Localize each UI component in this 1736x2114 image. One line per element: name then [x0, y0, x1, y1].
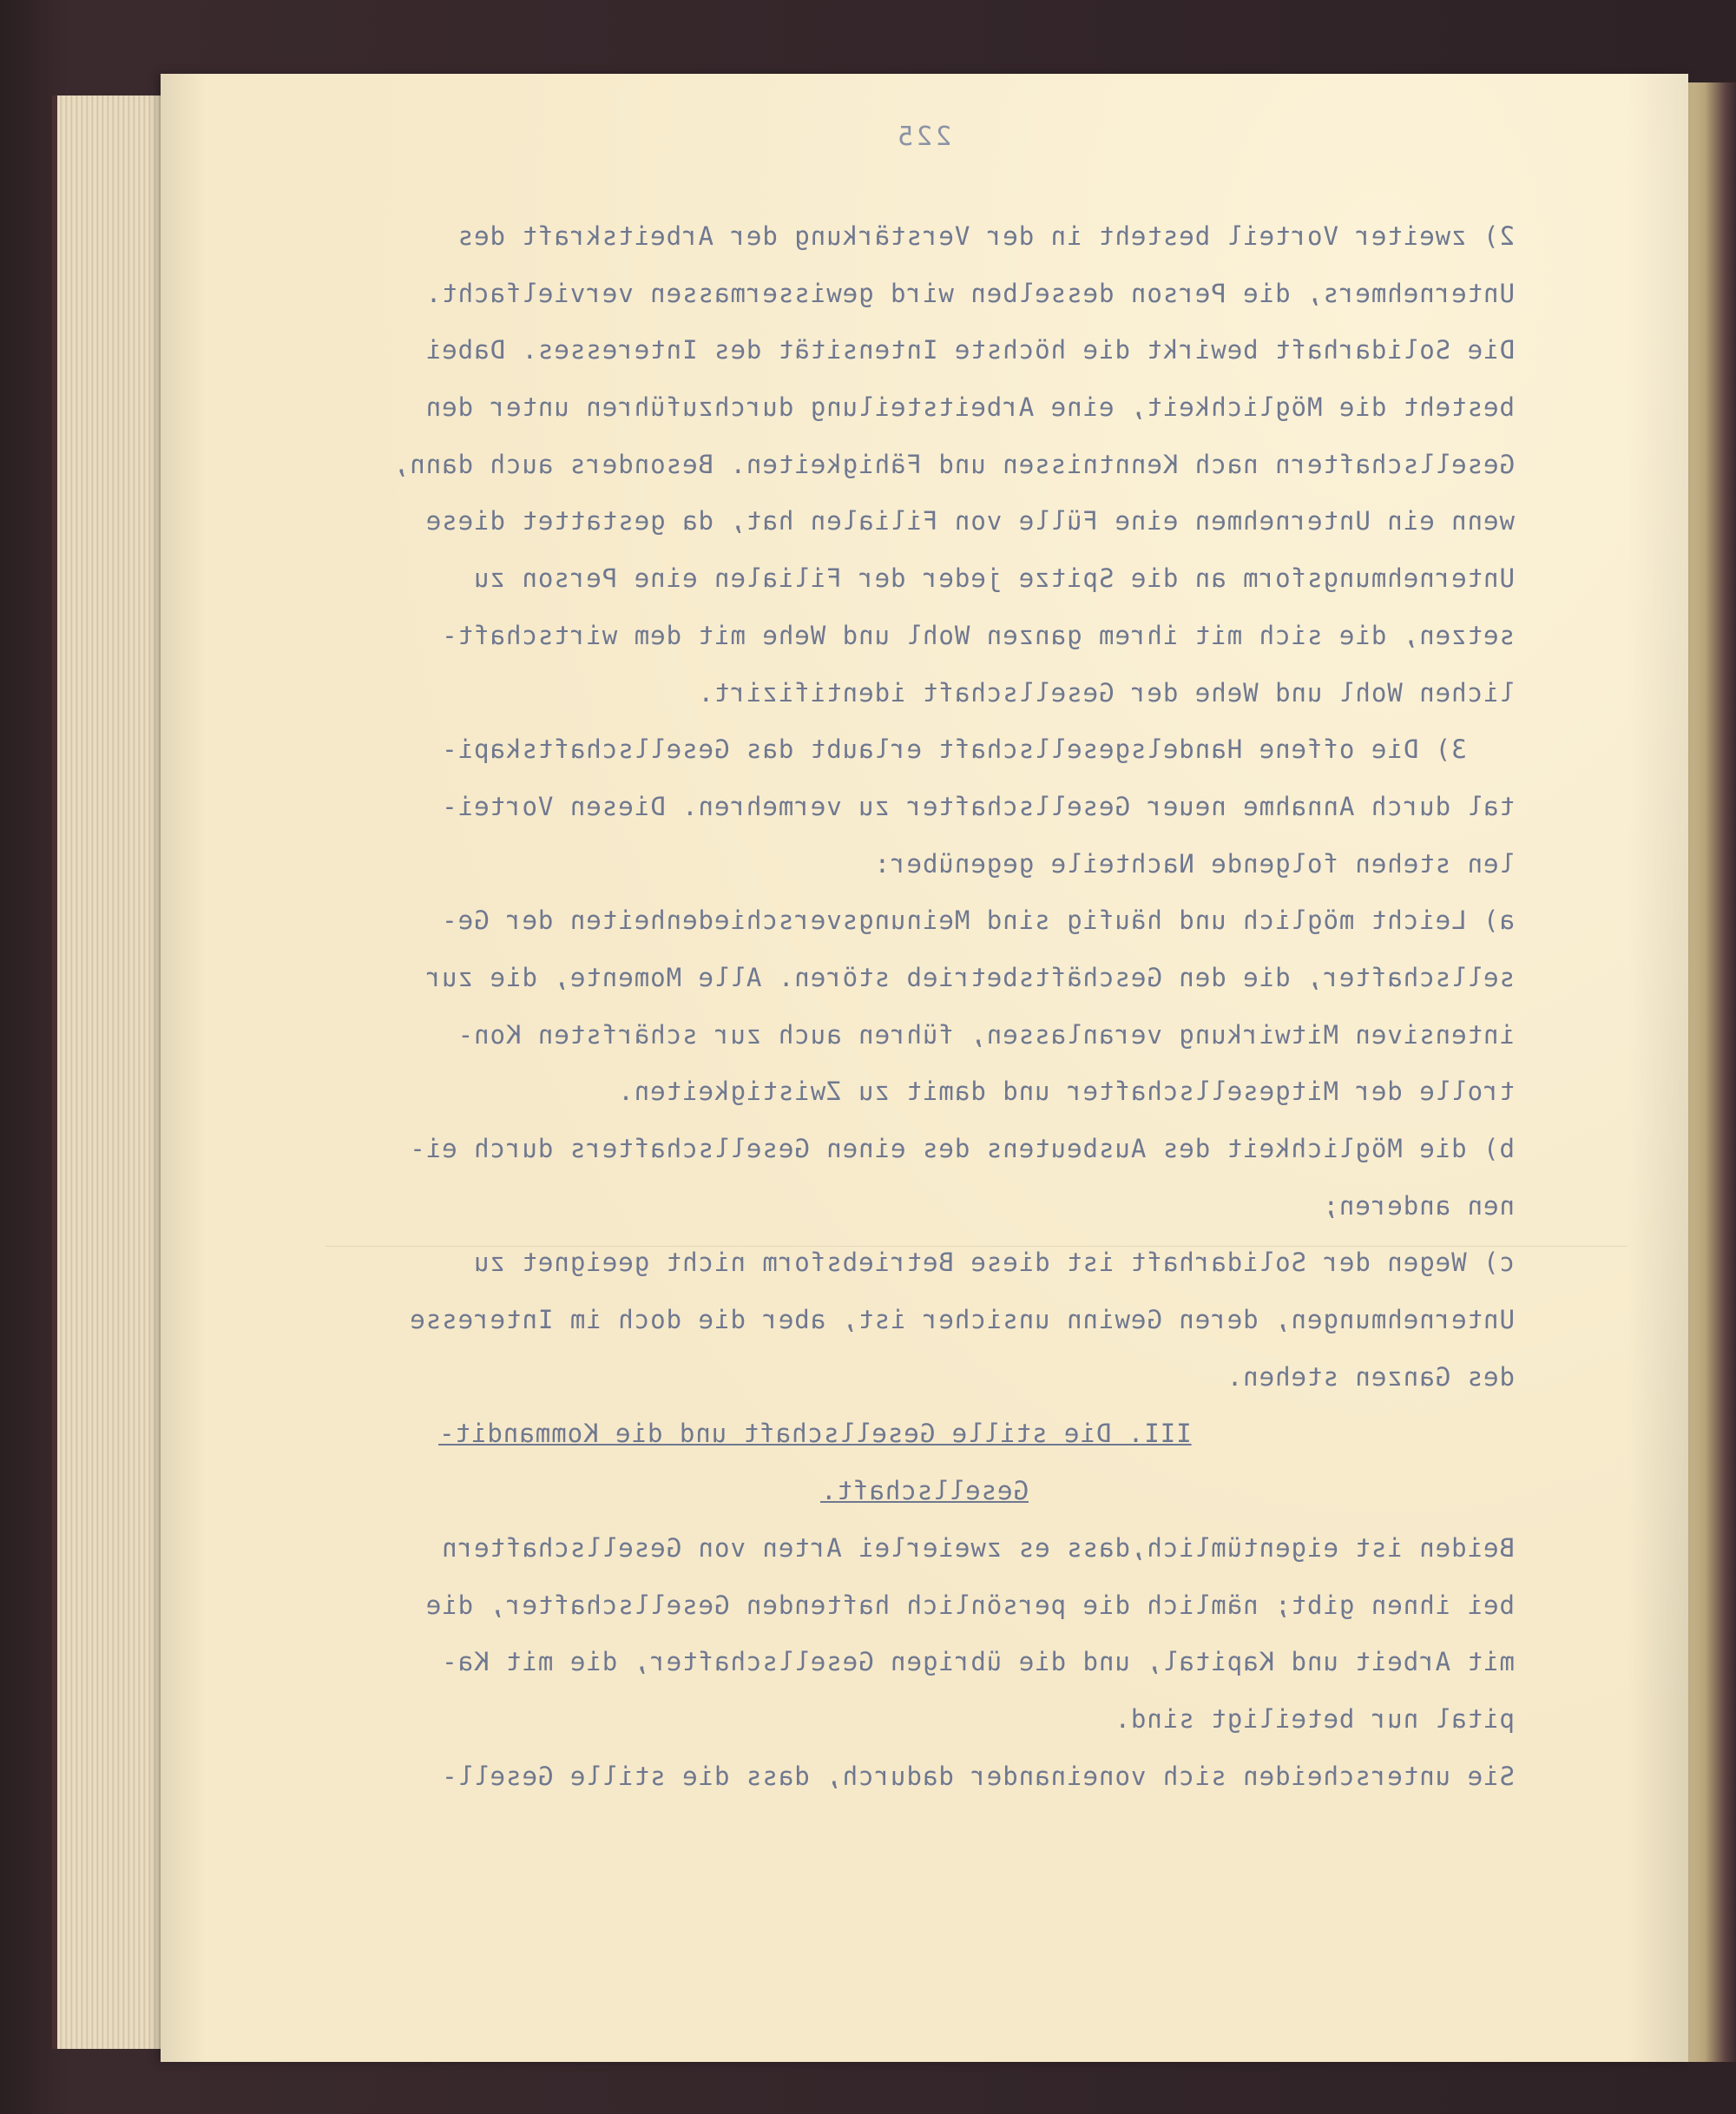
page-stack-right	[1684, 82, 1736, 2062]
document-text	[334, 208, 1515, 1805]
text-line: c) Wegen der Solidarhaft ist diese Betriebsform nicht geeignet zu	[473, 1248, 1515, 1278]
text-line: intensiven Mitwirkung veranlassen, führen auch zur schärfsten Kon-	[457, 1019, 1515, 1050]
page-number: 225	[894, 122, 952, 152]
text-line: bei ihnen gibt; nämlich die persönlich haftenden Gesellschafter, die	[424, 1590, 1515, 1620]
text-line: Gesellschaftern nach Kenntnissen und Fähigkeiten. Besonders auch dann,	[392, 449, 1515, 479]
text-line: Beiden ist eigentümlich,dass es zweierlei Arten von Gesellschaftern	[441, 1532, 1515, 1563]
text-line: wenn ein Unternehmen eine Fülle von Filialen hat, da gestattet diese	[424, 506, 1515, 537]
text-line: 3) Die offene Handelsgesellschaft erlaubt das Gesellschaftskapi-	[441, 734, 1515, 765]
text-line: lichen Wohl und Wehe der Gesellschaft identifizirt.	[697, 677, 1515, 708]
text-line: 2) zweiter Vorteil besteht in der Verstärkung der Arbeitskraft des	[457, 221, 1515, 251]
text-line: Sie unterscheiden sich voneinander dadurch, dass die stille Gesell-	[441, 1761, 1515, 1791]
section-heading-continued: Gesellschaft.	[820, 1476, 1029, 1506]
text-line: nen anderen;	[1322, 1190, 1515, 1221]
text-line: Unternehmungsform an die Spitze jeder der Filialen eine Person zu	[473, 563, 1515, 594]
text-line: trolle der Mitgesellschafter und damit zu Zwistigkeiten.	[617, 1077, 1515, 1107]
text-line: Die Solidarhaft bewirkt die höchste Intensität des Interesses. Dabei	[424, 335, 1515, 366]
text-line: des Ganzen stehen.	[1226, 1361, 1515, 1392]
text-line: a) Leicht möglich und häufig sind Meinungsverschiedenheiten der Ge-	[441, 906, 1515, 936]
text-line: Unternehmers, die Person desselben wird gewissermassen vervielfacht.	[424, 278, 1515, 308]
text-line: b) die Möglichkeit des Ausbeutens des einen Gesellschafters durch ei-	[409, 1134, 1515, 1163]
text-line: sellschafter, die den Geschäftsbetrieb stören. Alle Momente, die zur	[424, 962, 1515, 992]
text-line: pital nur beteiligt sind.	[1114, 1703, 1515, 1734]
section-heading: III. Die stille Gesellschaft und die Kommandit-	[438, 1419, 1192, 1449]
text-line: len stehen folgende Nachteile gegenüber:	[873, 848, 1515, 879]
text-line: setzen, die sich mit ihrem ganzen Wohl und Wehe mit dem wirtschaft-	[441, 620, 1515, 650]
text-line: Unternehmungen, deren Gewinn unsicher ist, aber die doch im Interesse	[409, 1305, 1515, 1335]
text-line: mit Arbeit und Kapital, und die übrigen Gesellschafter, die mit Ka-	[441, 1647, 1515, 1677]
text-line: tal durch Annahme neuer Gesellschafter zu vermehren. Diesen Vortei-	[441, 791, 1515, 821]
text-line: besteht die Möglichkeit, eine Arbeitsteilung durchzuführen unter den	[424, 392, 1515, 423]
